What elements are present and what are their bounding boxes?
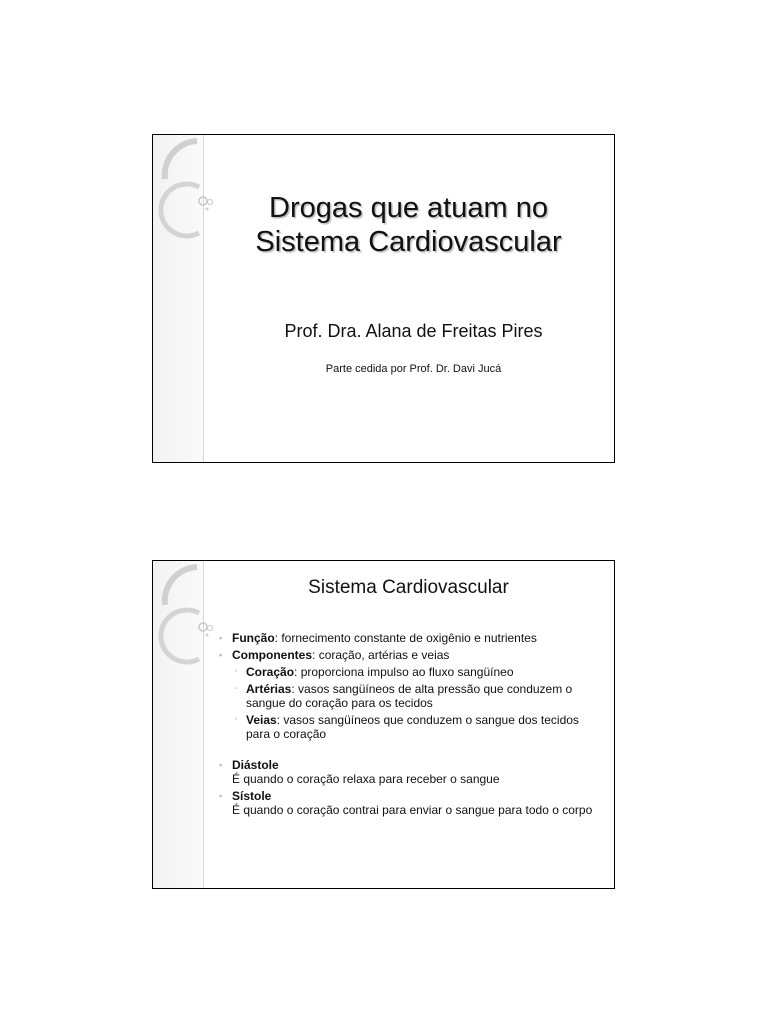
term-sistole: Sístole [232,789,272,803]
separator: : [294,665,301,679]
title-line-2: Sistema Cardiovascular [255,226,562,258]
text-veias: vasos sangüíneos que conduzem o sangue dos tecidos para o coração [246,713,579,741]
separator: : [274,631,282,645]
term-arterias: Artérias [246,682,292,696]
bullet-funcao [219,631,596,645]
term-coracao: Coração [246,665,295,679]
slide-content [219,631,596,820]
slide-title: Sistema Cardiovascular [308,577,509,598]
term-veias: Veias [246,713,277,727]
slide-decoration [153,561,204,888]
term-funcao: Função [232,631,275,645]
separator: : [276,713,284,727]
separator: : [291,682,299,696]
text-sistole: É quando o coração contrai para enviar o sangue para todo o corpo [232,803,593,817]
bullet-sistole [219,789,596,817]
title-line-1: Drogas que atuam no [269,192,548,224]
sub-bullet-arterias [232,682,596,710]
spacer [219,744,596,758]
credit-note: Parte cedida por Prof. Dr. Davi Jucá [325,363,502,375]
text-coracao: proporciona impulso ao fluxo sangüíneo [300,665,514,679]
author-name: Prof. Dra. Alana de Freitas Pires [284,321,543,341]
term-diastole: Diástole [232,758,279,772]
bullet-componentes [219,648,596,741]
sub-bullet-veias [232,713,596,741]
sub-bullet-coracao [232,665,596,679]
separator: : [312,648,319,662]
text-arterias: vasos sangüíneos de alta pressão que conduzem o sangue do coração para os tecidos [246,682,573,710]
text-funcao: fornecimento constante de oxigênio e nutrientes [281,631,537,645]
text-diastole: É quando o coração relaxa para receber o sangue [232,772,500,786]
bullet-diastole [219,758,596,786]
text-componentes: coração, artérias e veias [318,648,450,662]
slide-2 [152,560,615,889]
slide-title [213,191,604,259]
slide-1 [152,134,615,463]
slide-decoration [153,135,204,462]
term-componentes: Componentes [232,648,313,662]
